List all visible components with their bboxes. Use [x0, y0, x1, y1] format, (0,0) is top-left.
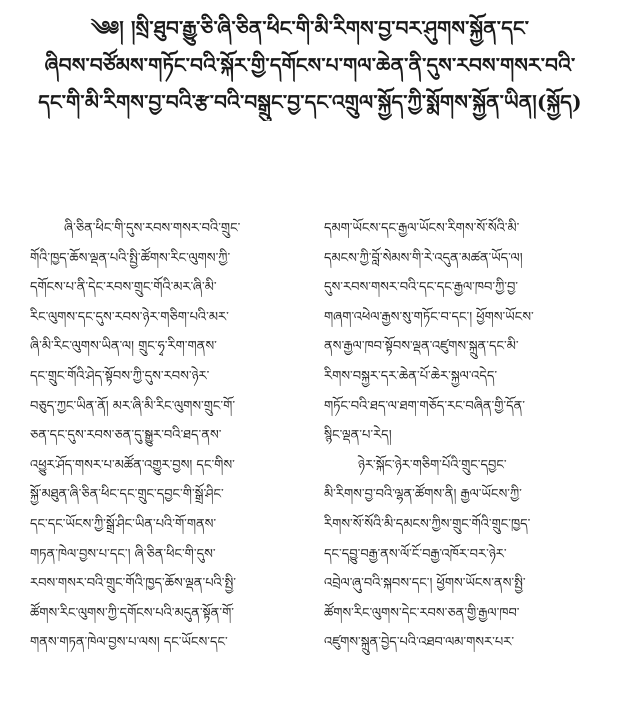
body-line: ཞི་མི་རིང་ལུགས་ཡིན་ལ། གྲུང་ཧྭ་རིག་གནས་ [30, 339, 217, 355]
body-line: དང་དབྱུ་བརྒྱ་ནས་ལོ་ངོ་བརྒྱ་འཁོར་བར་ཉེར་ [324, 546, 507, 562]
right-column [324, 214, 600, 714]
body-line: ཅན་དང་དུས་རབས་ཅན་དུ་སྒྱུར་བའི་ཐད་ནས་ [30, 428, 222, 444]
body-line: དགོངས་པ་ནི་དེང་རབས་གྲུང་གོའི་མར་ཞི་མི་ [30, 280, 217, 296]
body-line: འཛུགས་སྐྲུན་བྱེད་པའི་འཐབ་ལམ་གསར་པར་ [324, 635, 515, 651]
body-line: ནས་རྒྱལ་ཁབ་སྟོབས་ལྡན་འཛུགས་སྐྲུན་དང་མི་ [324, 339, 519, 355]
body-line: རིགས་བསྐྱར་དར་ཆེན་པོ་ཆེར་སྐྱལ་འདེད་ [324, 368, 498, 384]
body-line: ཞི་ཅིན་ཕིང་གི་དུས་རབས་གསར་བའི་གྲུང་ [64, 221, 241, 236]
body-line: གཏན་ཁེལ་བྱས་པ་དང་། ཞི་ཅིན་ཕིང་གི་དུས་ [30, 546, 216, 562]
body-line: རིང་ལུགས་དང་དུས་རབས་ཉེར་གཅིག་པའི་མར་ [30, 309, 229, 325]
body-line: དང་གྲུང་གོའི་ཤེད་སྟོབས་ཀྱི་དུས་རབས་ཉེར་ [30, 368, 210, 384]
body-line: འཕྱུར་ཤོད་གསར་པ་མཚོན་འགྱུར་བྱས། དང་གིས་ [30, 457, 235, 473]
body-line: བཅུད་ཀྱང་ཡིན་ནོ། མར་ཞི་མི་རིང་ལུགས་གྲུང་གོ་ [30, 398, 236, 414]
body-line: ཚོགས་རིང་ལུགས་དེང་རབས་ཅན་གྱི་རྒྱལ་ཁབ་ [324, 605, 520, 621]
body-line: འབྲེལ་ཞུ་བའི་སྐབས་དང་། ཕྱོགས་ཡོངས་ནས་སྤྱི་ [324, 576, 526, 592]
body-line: གནས་གཏན་ཁེལ་བྱས་པ་ལས། དང་ཡོངས་དང་ [30, 635, 228, 651]
body-line: སྐྱོ་མཐུན་ཞི་ཅིན་ཕིང་དང་གྲུང་དབྱང་གི་སྒྲོ་ཤིང་ [30, 487, 224, 503]
title-line: ཞིབས་བཙོམས་གཏོང་བའི་སྐོར་གྱི་དགོངས་པ་གལ་ཆེན་ནི་དུས་རབས་གསར་བའི་ [44, 53, 576, 77]
body-line: གཏོང་བའི་ཐད་ལ་ཐག་གཅོད་རང་བཞིན་གྱི་དོན་ [324, 398, 526, 414]
left-column [30, 214, 306, 714]
title-line: དང་གི་མི་རིགས་བྱ་བའི་རྩ་བའི་བསྒྲུང་བྱ་དང་འགྲུལ་སྐྱོད་ཀྱི་སྨོགས་སྐྱོན་ཡིན།(སྐྱོད) [38, 90, 582, 114]
body-line: སྙིང་ལྡན་པ་རེད། [324, 428, 392, 444]
title-line: ༄༅། །སྲི་ཐུབ་རྒྱུ་ཅི་ཞི་ཅིན་ཕིང་གི་མི་རིགས་བྱ་བར་ཤུགས་སྐྱོན་དང་ [90, 16, 530, 40]
body-line: དམངས་ཀྱི་བློ་སེམས་གི་རེ་འདུན་མཚན་ཡོད་ལ། [324, 250, 523, 266]
article-body [30, 214, 600, 714]
body-line: ཉེར་སྐོང་ཉེར་གཅིག་པོའི་གྲུང་དབྱང་ [358, 457, 507, 473]
body-line: གོའི་ཁྱད་ཆོས་ལྡན་པའི་སྤྱི་ཚོགས་རིང་ལུགས་ཀྱི་ [30, 250, 231, 266]
body-line: གཞག་འཕེལ་རྒྱས་སུ་གཏོང་བ་དང་། ཕྱོགས་ཡོངས་ [324, 309, 534, 325]
body-line: རིགས་སོ་སོའི་མི་དམངས་ཀྱིས་གྲུང་གོའི་གྲུང་ཁྱད་ [324, 516, 531, 532]
body-line: དམག་ཡོངས་དང་རྒྱལ་ཡོངས་རིགས་སོ་སོའི་མི་ [324, 221, 520, 236]
body-line: དུས་རབས་གསར་བའི་དང་དང་རྒྱལ་ཁབ་ཀྱི་བྱ་ [324, 280, 519, 296]
body-line: རབས་གསར་བའི་གྲུང་གོའི་ཁྱད་ཆོས་ལྡན་པའི་སྤྱི་ [30, 576, 236, 592]
body-line: མི་རིགས་བྱ་བའི་ལྷན་ཚོགས་ནི། རྒྱལ་ཡོངས་ཀྱི་ [324, 487, 522, 503]
article-title [30, 10, 590, 121]
body-line: དང་དང་ཡོངས་ཀྱི་སྒྲོ་ཤིང་ཡིན་པའི་གོ་གནས་ [30, 516, 217, 532]
body-line: ཚོགས་རིང་ལུགས་ཀྱི་དགོངས་པའི་མདུན་སྟོན་གོ་ [30, 605, 234, 621]
